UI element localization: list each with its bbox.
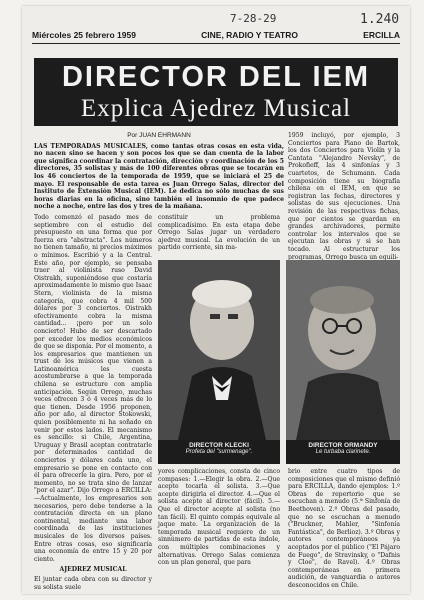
headline-box: [34, 58, 398, 126]
handwritten-number: 1.240: [360, 12, 400, 27]
portrait-klecki-icon: [158, 260, 280, 440]
masthead: [32, 28, 400, 42]
portrait-ormandy-icon: [286, 260, 400, 440]
lead-paragraph: LAS TEMPORADAS MUSICALES, como tantas otras cosas en esta vida, no nacen sino se hacen y son pocos los que se dan cuenta de la labor que significa coordinar la contratación, dirección y coordinación de los 5 directores, 35 solistas y más de 100 diferentes obras que se tocarán en los 46 conciertos de la temporada de 1959, que se iniciará el 25 de mayo. El responsable de esta tarea es Juan Orrego Salas, director del Instituto de Extensión Musical (IEM). Le dedica no sólo muchas de sus horas diarias en la oficina, sino también el insomnio de que padece noche a noche, entre las dos y tres de la mañana.: [34, 142, 284, 211]
photo-klecki: [158, 260, 280, 440]
lead-block: [34, 132, 284, 211]
column-2-bottom-text: yores complicaciones, consta de cinco compases: 1.—Elegir la obra. 2.—Que acepte tocarla el solista. 3.—Que acepte dirigirla el director. 4.—Que el solista acepte al director (fácil). 5.—Que el director acepte al solista (no tan fácil). El quinto compás equivale al jaque mate. La organización de la temporada musical requiere de un sinnúmero de partidas de esta índole, con múltiples combinaciones y alternativas. Orrego Salas comienza con un plan general, que para: [158, 468, 280, 567]
caption-ormandy: [286, 440, 400, 464]
column-2-top-text: constituir un problema complicadísimo. En esta etapa debe Orrego Salas jugar un verdadero ajedrez musical. La evolución de un partido corriente, sin ma-: [158, 214, 280, 252]
photo-ormandy: [286, 260, 400, 440]
caption-klecki-name: DIRECTOR KLECKI: [189, 442, 249, 449]
column-2-top: [158, 214, 280, 256]
headline-subtitle: Explica Ajedrez Musical: [80, 95, 352, 122]
column-1-text: Todo comenzó el pasado mes de septiembre con el estudio del presupuesto en una forma que por fuerza era "abstracta". Los números no tienen tamaño, ni precios máximos o mínimos. Escribió y a la Central. Este año, por ejemplo, se pensaba traer al violinista ruso David Oistrakh, suponiéndose que costaría aproximadamente lo mismo que Isaac Stern, violinista de la misma categoría, que cobra 4 mil 500 dólares por 3 conciertos. Oistrakh efectivamente cobra la misma cantidad... ¡pero por un solo concierto! Hubo de ser descartado por exceder los medios económicos de que se disponía. Por el momento, a los empresarios que mantienen un trust de los músicos que vienen a Latinoamérica les cuesta acostumbrarse a que la temporada chilena se estructure con amplia anticipación. Según Orrego, muchas veces ofrecen 3 ó 4 veces más de lo que tienen. Desde 1956 proponen, año por año, al director Stokowski, quien posiblemente ni ha soñado en venir por estos lados. El mecanismo es sencillo: si Chile, Argentina, Uruguay y Brasil aceptan contratarle por determinados cantidad de conciertos y dólares cada uno, el empresario se pone en contacto con él para ofrecerle la gira. Pero, por el momento, no se trata sino de lanzar "por el azar". Dijo Orrego a ERCILLA: —Actualmente, los empresarios son necesarios, pero debe tenderse a la contratación directa en un plano continental, mediante una labor coordinada de las instituciones musicales de los diversos países. Entre otras cosas, eso significaría una economía de entre 15 y 20 por ciento.: [34, 214, 152, 563]
subhead-ajedrez: AJEDREZ MUSICAL: [59, 566, 127, 574]
caption-ormandy-name: DIRECTOR ORMANDY: [308, 442, 378, 449]
column-3-top-text: 1959 incluyó, por ejemplo, 3 Conciertos para Piano de Bartok, los dos Conciertos para Violín y la Cantata "Alejandro Nevsky", de Prokofieff, las 4 sinfonías y 3 cuartetos, de Schumann. Cada composición tiene su biografía chilena en el IEM, en que se registran las fechas, directores y solistas de sus ejecuciones. Una revisión de las respectivas fichas, que por cientos se guardan en grandes archivadores, permite controlar los intervalos que se ejecutan las obras y si se han tocado. Al estructurar los programas, Orrego busca un equili-: [288, 132, 400, 261]
column-2-bottom: [158, 468, 280, 590]
masthead-paper: ERCILLA: [363, 30, 400, 40]
newspaper-clipping: [22, 6, 410, 594]
caption-ormandy-text: Le turbaba clarinete.: [315, 449, 371, 455]
caption-klecki-text: Profeta del "surmenage".: [185, 449, 253, 455]
masthead-date: Miércoles 25 febrero 1959: [32, 30, 136, 40]
headline-title: DIRECTOR DEL IEM: [61, 61, 371, 93]
column-3-bottom: [288, 468, 400, 590]
column-3-bottom-text: brio entre cuatro tipos de composiciones que el mismo definió para ERCILLA, dando ejemplos: 1.º Obras de repertorio que se escuchan a menudo (5.ª Sinfonía de Beethoven). 2.º Obras del pasado, que no se escuchan a menudo ("Bruckner, Mahler, "Sinfonía Fantástica", de Berlioz). 3.º Obras y autores contemporáneos ya aceptados por el público ("El Pájaro de Fuego", de Stravinsky, o "Dafnis y Cloe", de Ravel). 4.º Obras contemporáneas en primera audición, de vanguardia o autores desconocidos en Chile.: [288, 468, 400, 589]
masthead-section: CINE, RADIO Y TEATRO: [201, 30, 298, 40]
column-1-end: El juntar cada obra con su director y su solista suele: [34, 575, 152, 591]
caption-klecki: [158, 440, 280, 464]
column-1: [34, 214, 152, 592]
byline: Por JUAN EHRMANN: [127, 132, 191, 139]
handwritten-date: 7-28-29: [230, 12, 277, 25]
column-3-top: [288, 132, 400, 261]
masthead-rule: [32, 43, 400, 44]
